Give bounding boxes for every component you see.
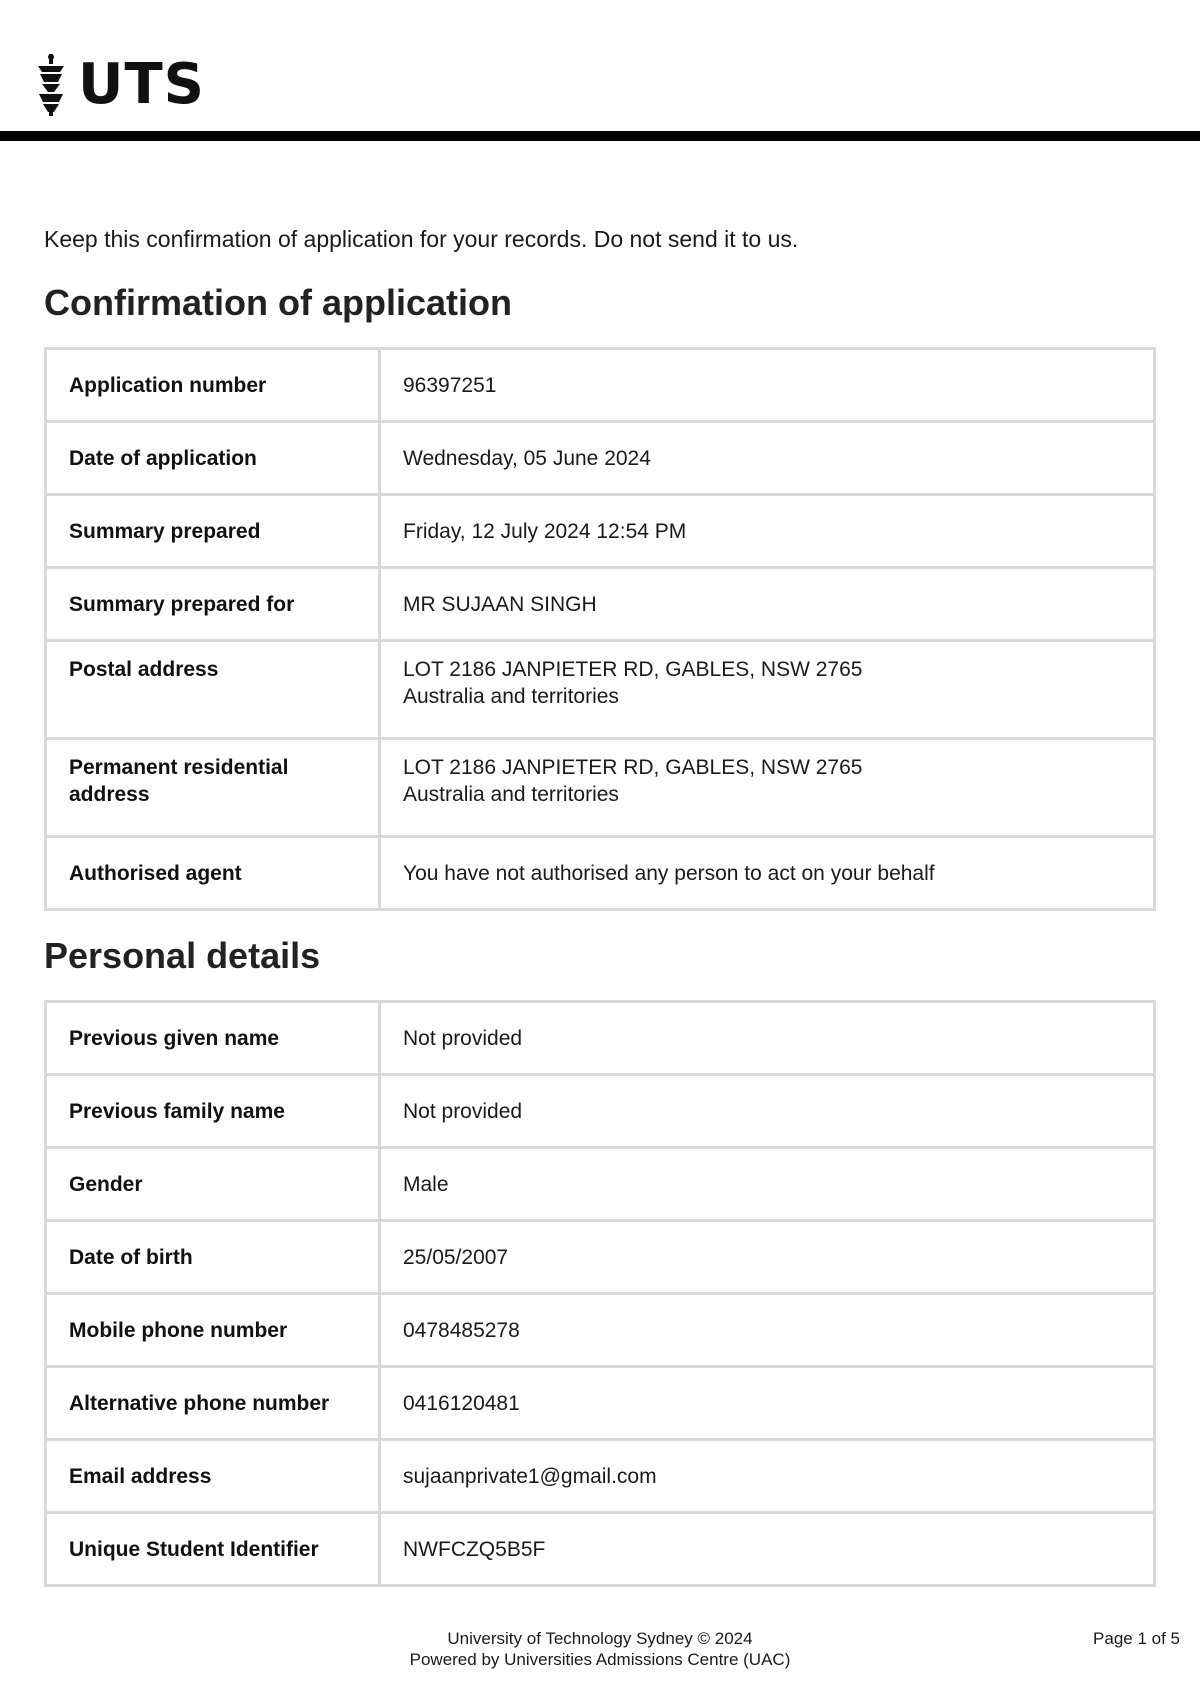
row-value: 0478485278 (380, 1294, 1155, 1367)
row-label: Previous family name (46, 1075, 380, 1148)
uts-crest-icon (34, 54, 68, 116)
table-row (46, 837, 1155, 910)
footer-copyright: University of Technology Sydney © 2024 (447, 1629, 753, 1648)
uts-logo (34, 52, 206, 118)
table-row (46, 568, 1155, 641)
row-value: 25/05/2007 (380, 1221, 1155, 1294)
row-label: Date of birth (46, 1221, 380, 1294)
row-value: NWFCZQ5B5F (380, 1513, 1155, 1586)
row-label: Date of application (46, 422, 380, 495)
row-label: Summary prepared for (46, 568, 380, 641)
row-label: Summary prepared (46, 495, 380, 568)
page-header (0, 0, 1200, 141)
row-value: Male (380, 1148, 1155, 1221)
row-label: Authorised agent (46, 837, 380, 910)
confirmation-table (44, 347, 1156, 911)
footer-powered-by: Powered by Universities Admissions Centre (UAC) (409, 1650, 791, 1669)
table-row (46, 739, 1155, 837)
row-value: You have not authorised any person to act on your behalf (380, 837, 1155, 910)
row-value: Not provided (380, 1075, 1155, 1148)
row-value: 96397251 (380, 349, 1155, 422)
row-label: Email address (46, 1440, 380, 1513)
page-number: Page 1 of 5 (1093, 1629, 1180, 1648)
header-rule (0, 131, 1200, 141)
personal-details-table (44, 1000, 1156, 1587)
table-row (46, 1513, 1155, 1586)
address-country: Australia and territories (403, 783, 619, 806)
address-line: LOT 2186 JANPIETER RD, GABLES, NSW 2765 (403, 756, 863, 779)
table-row (46, 1367, 1155, 1440)
confirmation-heading: Confirmation of application (44, 282, 512, 323)
logo-text: UTS (78, 52, 206, 117)
row-value: 0416120481 (380, 1367, 1155, 1440)
row-value: Friday, 12 July 2024 12:54 PM (380, 495, 1155, 568)
row-value: Wednesday, 05 June 2024 (380, 422, 1155, 495)
row-value: MR SUJAAN SINGH (380, 568, 1155, 641)
row-label: Unique Student Identifier (46, 1513, 380, 1586)
row-label: Postal address (46, 641, 380, 739)
row-label: Alternative phone number (46, 1367, 380, 1440)
personal-details-heading: Personal details (44, 935, 321, 976)
row-value: Not provided (380, 1002, 1155, 1075)
table-row (46, 1294, 1155, 1367)
row-label: Mobile phone number (46, 1294, 380, 1367)
table-row (46, 1221, 1155, 1294)
table-row (46, 641, 1155, 739)
row-label: Gender (46, 1148, 380, 1221)
table-row (46, 1440, 1155, 1513)
address-line: LOT 2186 JANPIETER RD, GABLES, NSW 2765 (403, 658, 863, 681)
table-row (46, 349, 1155, 422)
table-row (46, 1002, 1155, 1075)
row-label: Permanent residential address (46, 739, 380, 837)
table-row (46, 1075, 1155, 1148)
footer-credits (0, 1628, 1200, 1670)
table-row (46, 422, 1155, 495)
address-country: Australia and territories (403, 685, 619, 708)
row-label: Application number (46, 349, 380, 422)
row-value (380, 641, 1155, 739)
table-row (46, 495, 1155, 568)
row-label: Previous given name (46, 1002, 380, 1075)
row-value: sujaanprivate1@gmail.com (380, 1440, 1155, 1513)
row-value (380, 739, 1155, 837)
intro-text: Keep this confirmation of application for your records. Do not send it to us. (44, 226, 799, 252)
table-row (46, 1148, 1155, 1221)
